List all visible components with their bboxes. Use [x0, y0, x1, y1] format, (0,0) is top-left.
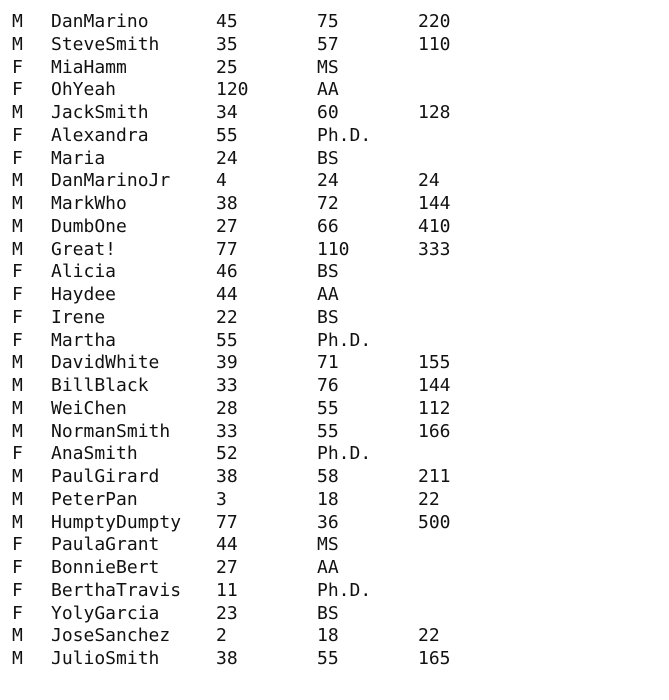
sex-cell: M [12, 193, 23, 214]
age-cell: 44 [216, 284, 238, 305]
number-cell: 220 [418, 11, 451, 32]
age-cell: 52 [216, 443, 238, 465]
age-cell: 27 [216, 215, 238, 237]
sex-cell: F [12, 261, 23, 283]
age-cell: 25 [216, 56, 238, 78]
value-cell: 76 [317, 375, 339, 396]
age-cell: 38 [216, 193, 238, 214]
sex-cell: F [12, 557, 23, 578]
age-cell: 28 [216, 397, 238, 419]
age-cell: 45 [216, 11, 238, 32]
value-cell: 58 [317, 466, 339, 487]
name-cell: Martha [51, 329, 117, 351]
sex-cell: F [12, 306, 23, 328]
sex-cell: F [12, 124, 23, 146]
name-cell: DumbOne [51, 215, 127, 237]
value-cell: 72 [317, 193, 339, 214]
name-cell: Alicia [51, 261, 117, 283]
number-cell: 166 [418, 420, 451, 442]
name-cell: Haydee [51, 284, 117, 305]
name-cell: BerthaTravis [51, 579, 182, 601]
name-cell: HumptyDumpty [51, 511, 182, 533]
value-cell: Ph.D. [317, 124, 372, 146]
name-cell: Irene [51, 306, 106, 328]
sex-cell: M [12, 397, 23, 419]
age-cell: 55 [216, 329, 238, 351]
number-cell: 144 [418, 193, 451, 214]
sex-cell: M [12, 420, 23, 442]
name-cell: PaulaGrant [51, 534, 160, 556]
number-cell: 112 [418, 397, 451, 419]
value-cell: 66 [317, 215, 339, 237]
value-cell: 71 [317, 352, 339, 374]
value-cell: 110 [317, 238, 350, 260]
name-cell: JoseSanchez [51, 625, 171, 647]
age-cell: 22 [216, 306, 238, 328]
name-cell: BonnieBert [51, 557, 160, 578]
value-cell: BS [317, 147, 339, 169]
value-cell: Ph.D. [317, 329, 372, 351]
sex-cell: M [12, 215, 23, 237]
value-cell: 57 [317, 33, 339, 55]
value-cell: MS [317, 534, 339, 556]
sex-cell: F [12, 602, 23, 624]
value-cell: 60 [317, 102, 339, 123]
name-cell: PeterPan [51, 488, 138, 510]
age-cell: 77 [216, 511, 238, 533]
name-cell: YolyGarcia [51, 602, 160, 624]
name-cell: Great! [51, 238, 117, 260]
value-cell: BS [317, 602, 339, 624]
name-cell: DavidWhite [51, 352, 160, 374]
value-cell: Ph.D. [317, 579, 372, 601]
age-cell: 34 [216, 102, 238, 123]
age-cell: 55 [216, 124, 238, 146]
age-cell: 24 [216, 147, 238, 169]
sex-cell: F [12, 329, 23, 351]
sex-cell: M [12, 102, 23, 123]
value-cell: BS [317, 261, 339, 283]
age-cell: 39 [216, 352, 238, 374]
name-cell: Maria [51, 147, 106, 169]
age-cell: 120 [216, 79, 249, 101]
number-cell: 24 [418, 170, 440, 192]
sex-cell: M [12, 625, 23, 647]
value-cell: 36 [317, 511, 339, 533]
age-cell: 11 [216, 579, 238, 601]
age-cell: 27 [216, 557, 238, 578]
value-cell: 55 [317, 397, 339, 419]
number-cell: 211 [418, 466, 451, 487]
number-cell: 165 [418, 648, 451, 669]
value-cell: 24 [317, 170, 339, 192]
sex-cell: F [12, 284, 23, 305]
value-cell: 18 [317, 488, 339, 510]
sex-cell: M [12, 488, 23, 510]
name-cell: JackSmith [51, 102, 149, 123]
number-cell: 155 [418, 352, 451, 374]
age-cell: 35 [216, 33, 238, 55]
name-cell: NormanSmith [51, 420, 171, 442]
name-cell: MarkWho [51, 193, 127, 214]
sex-cell: M [12, 33, 23, 55]
age-cell: 33 [216, 420, 238, 442]
number-cell: 410 [418, 215, 451, 237]
sex-cell: F [12, 534, 23, 556]
name-cell: WeiChen [51, 397, 127, 419]
age-cell: 77 [216, 238, 238, 260]
age-cell: 2 [216, 625, 227, 647]
name-cell: OhYeah [51, 79, 117, 101]
value-cell: AA [317, 557, 339, 578]
name-cell: SteveSmith [51, 33, 160, 55]
age-cell: 23 [216, 602, 238, 624]
sex-cell: M [12, 648, 23, 669]
value-cell: 18 [317, 625, 339, 647]
sex-cell: F [12, 147, 23, 169]
sex-cell: M [12, 170, 23, 192]
name-cell: Alexandra [51, 124, 149, 146]
value-cell: 75 [317, 11, 339, 32]
age-cell: 3 [216, 488, 227, 510]
sex-cell: F [12, 443, 23, 465]
sex-cell: M [12, 352, 23, 374]
name-cell: DanMarino [51, 11, 149, 32]
name-cell: BillBlack [51, 375, 149, 396]
number-cell: 110 [418, 33, 451, 55]
sex-cell: M [12, 511, 23, 533]
sex-cell: M [12, 466, 23, 487]
number-cell: 144 [418, 375, 451, 396]
number-cell: 22 [418, 488, 440, 510]
age-cell: 38 [216, 648, 238, 669]
sex-cell: F [12, 79, 23, 101]
value-cell: 55 [317, 648, 339, 669]
sex-cell: M [12, 375, 23, 396]
age-cell: 38 [216, 466, 238, 487]
value-cell: AA [317, 79, 339, 101]
sex-cell: F [12, 56, 23, 78]
value-cell: MS [317, 56, 339, 78]
number-cell: 500 [418, 511, 451, 533]
sex-cell: M [12, 11, 23, 32]
age-cell: 44 [216, 534, 238, 556]
sex-cell: M [12, 238, 23, 260]
name-cell: AnaSmith [51, 443, 138, 465]
name-cell: JulioSmith [51, 648, 160, 669]
name-cell: MiaHamm [51, 56, 127, 78]
name-cell: DanMarinoJr [51, 170, 171, 192]
name-cell: PaulGirard [51, 466, 160, 487]
number-cell: 22 [418, 625, 440, 647]
age-cell: 46 [216, 261, 238, 283]
value-cell: BS [317, 306, 339, 328]
value-cell: 55 [317, 420, 339, 442]
value-cell: Ph.D. [317, 443, 372, 465]
age-cell: 4 [216, 170, 227, 192]
number-cell: 128 [418, 102, 451, 123]
number-cell: 333 [418, 238, 451, 260]
value-cell: AA [317, 284, 339, 305]
sex-cell: F [12, 579, 23, 601]
age-cell: 33 [216, 375, 238, 396]
